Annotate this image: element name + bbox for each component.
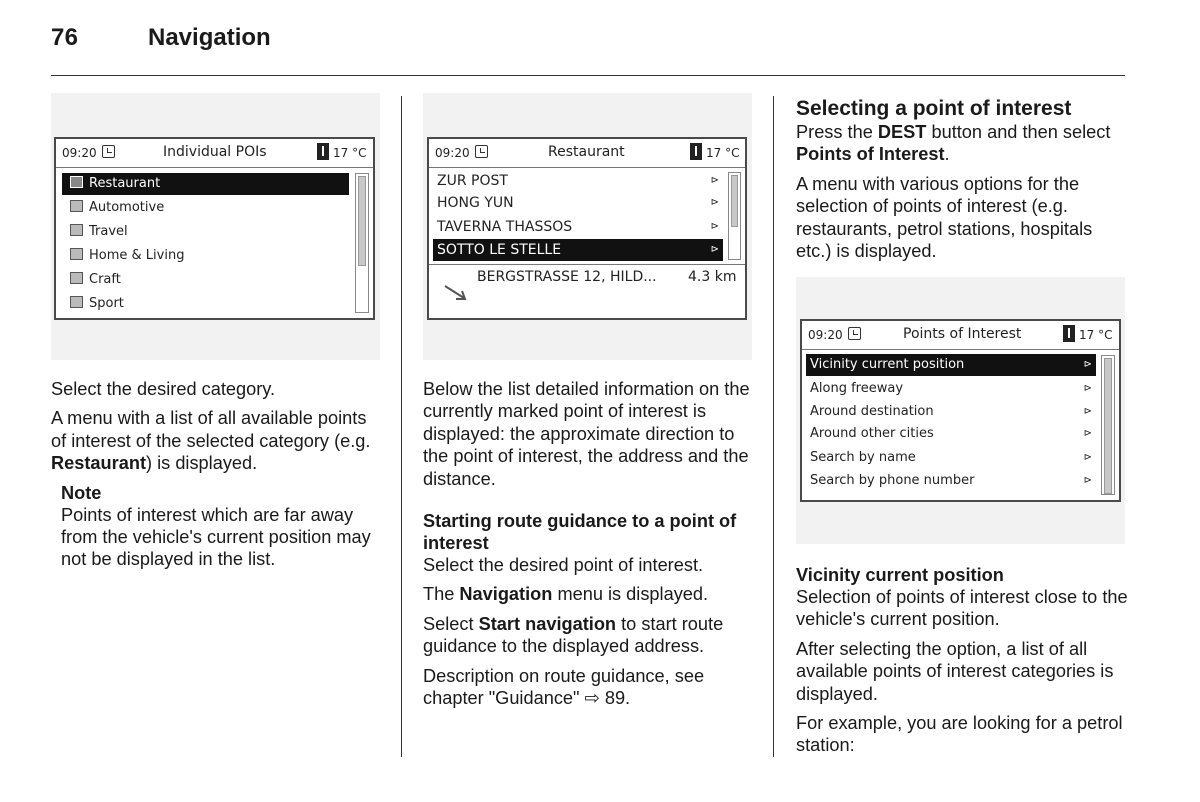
paragraph: A menu with various options for the selection of points of interest (e.g. restaurants, petrol stations, hospitals etc.) is displayed. xyxy=(796,173,1093,262)
list-item-sotto-le-stelle[interactable] xyxy=(433,239,723,261)
column-2-text xyxy=(423,378,758,716)
page-number: 76 xyxy=(51,24,79,51)
clock-time: 09:20 xyxy=(435,146,470,160)
column-3-text xyxy=(796,564,1131,764)
paragraph: Selection of points of interest close to the vehicle's current position. xyxy=(796,587,1128,630)
menu-item-around-destination[interactable] xyxy=(806,401,1096,423)
screen-title: Points of Interest xyxy=(903,326,1022,342)
category-icon xyxy=(70,296,83,308)
southeast-arrow-icon xyxy=(443,283,469,303)
text-run: Press the xyxy=(796,122,878,142)
section-heading: Selecting a point of interest xyxy=(796,97,1072,120)
column-divider-right xyxy=(773,96,774,757)
paragraph xyxy=(796,121,1131,166)
text-run: A menu with a list of all available points of interest of the selected category (e.g. xyxy=(51,408,371,451)
section-heading: Starting route guidance to a point of interest xyxy=(423,511,737,554)
menu-item-along-freeway[interactable] xyxy=(806,378,1096,400)
text-run: to start route guidance to the displayed address. xyxy=(423,613,724,657)
menu-item-label: Search by phone number xyxy=(810,473,975,488)
bold-text: DEST xyxy=(877,122,927,142)
list-item-travel[interactable] xyxy=(62,221,349,243)
text-run: menu is displayed. xyxy=(552,584,709,605)
clock-time: 09:20 xyxy=(808,328,843,342)
scrollbar-thumb[interactable] xyxy=(1104,358,1112,494)
paragraph: Below the list detailed information on the currently marked point of interest is displayed: the approximate direction to the point of interest, the address and the distance. xyxy=(423,379,750,489)
temperature: 17 °C xyxy=(706,146,740,160)
list-item-label: Sport xyxy=(89,296,124,311)
temperature: 17 °C xyxy=(1079,328,1113,342)
list-item-automotive[interactable] xyxy=(62,197,349,219)
poi-distance: 4.3 km xyxy=(688,269,737,285)
menu-item-search-by-name[interactable] xyxy=(806,447,1096,469)
list-item-label: Automotive xyxy=(89,200,165,215)
scrollbar-thumb[interactable] xyxy=(358,176,366,266)
menu-item-search-by-phone-number[interactable] xyxy=(806,470,1096,492)
note-title: Note xyxy=(61,482,102,503)
list-item-label: HONG YUN xyxy=(437,195,514,211)
header-rule xyxy=(51,75,1125,76)
screen-header xyxy=(429,139,745,168)
individual-pois-figure xyxy=(51,93,380,360)
scrollbar[interactable] xyxy=(1101,355,1115,495)
list-item-sport[interactable] xyxy=(62,293,349,315)
paragraph: For example, you are looking for a petrol station: xyxy=(796,713,1123,756)
text-run: ) is displayed. xyxy=(146,453,258,474)
list-item-label: ZUR POST xyxy=(437,173,508,189)
list-item-craft[interactable] xyxy=(62,269,349,291)
list-item-home-living[interactable] xyxy=(62,245,349,267)
scrollbar[interactable] xyxy=(355,173,369,313)
list-item-hong-yun[interactable] xyxy=(433,192,723,214)
menu-item-label: Vicinity current position xyxy=(810,357,965,372)
clock-time: 09:20 xyxy=(62,146,97,160)
category-icon xyxy=(70,176,83,188)
list-item-label: SOTTO LE STELLE xyxy=(437,242,562,258)
paragraph xyxy=(423,613,758,658)
column-3-intro xyxy=(796,97,1131,269)
points-of-interest-screen xyxy=(800,319,1121,502)
category-icon xyxy=(70,248,83,260)
individual-pois-screen xyxy=(54,137,375,320)
thermometer-icon xyxy=(317,143,329,160)
scrollbar[interactable] xyxy=(728,172,741,260)
category-icon xyxy=(70,200,83,212)
bold-text: Points of Interest xyxy=(796,144,945,165)
clock-icon xyxy=(475,145,488,158)
clock-icon xyxy=(848,327,861,340)
menu-item-label: Around destination xyxy=(810,404,934,419)
restaurant-screen xyxy=(427,137,747,320)
list-item-label: Restaurant xyxy=(89,176,161,191)
chevron-right-icon: ⊳ xyxy=(710,197,719,208)
paragraph xyxy=(423,583,758,605)
list-item-restaurant[interactable] xyxy=(62,173,349,195)
chevron-right-icon: ⊳ xyxy=(710,221,719,232)
screen-header xyxy=(802,321,1119,350)
paragraph: Description on route guidance, see chapter "Guidance" ⇨ 89. xyxy=(423,665,705,709)
screen-title: Restaurant xyxy=(548,144,625,160)
chevron-right-icon: ⊳ xyxy=(710,175,719,186)
chevron-right-icon: ⊳ xyxy=(1083,452,1092,463)
temperature: 17 °C xyxy=(333,146,367,160)
clock-icon xyxy=(102,145,115,158)
note-text: Points of interest which are far away from the vehicle's current position may not be displayed in the list. xyxy=(61,504,371,570)
paragraph: Select the desired point of interest. xyxy=(423,555,704,576)
list-item-label: Home & Living xyxy=(89,248,185,263)
chevron-right-icon: ⊳ xyxy=(1083,383,1092,394)
chevron-right-icon: ⊳ xyxy=(1083,406,1092,417)
list-item-zur-post[interactable] xyxy=(433,170,723,192)
list-item-label: Craft xyxy=(89,272,121,287)
chevron-right-icon: ⊳ xyxy=(710,244,719,255)
list-item-label: TAVERNA THASSOS xyxy=(437,219,573,235)
text-run: The xyxy=(423,584,460,605)
menu-item-label: Along freeway xyxy=(810,381,904,396)
menu-item-vicinity-current-position[interactable] xyxy=(806,354,1096,376)
points-of-interest-figure xyxy=(796,277,1125,544)
paragraph: After selecting the option, a list of all available points of interest categories is displayed. xyxy=(796,638,1114,704)
chevron-right-icon: ⊳ xyxy=(1083,475,1092,486)
list-item-label: Travel xyxy=(89,224,128,239)
chevron-right-icon: ⊳ xyxy=(1083,428,1092,439)
chevron-right-icon: ⊳ xyxy=(1083,359,1092,370)
section-subheading: Vicinity current position xyxy=(796,565,1004,585)
paragraph: Select the desired category. xyxy=(51,379,276,399)
text-run: button and then select xyxy=(926,122,1111,142)
category-icon xyxy=(70,272,83,284)
column-1-text xyxy=(51,378,386,578)
scrollbar-thumb[interactable] xyxy=(731,175,738,227)
menu-item-label: Search by name xyxy=(810,450,916,465)
note-block xyxy=(51,482,386,571)
column-divider-left xyxy=(401,96,402,757)
text-run: . xyxy=(944,144,950,165)
screen-header xyxy=(56,139,373,168)
restaurant-figure xyxy=(423,93,752,360)
screen-divider xyxy=(429,264,745,265)
thermometer-icon xyxy=(690,143,702,160)
bold-text: Navigation xyxy=(459,584,553,605)
paragraph xyxy=(51,407,386,474)
menu-item-around-other-cities[interactable] xyxy=(806,423,1096,445)
list-item-taverna-thassos[interactable] xyxy=(433,216,723,238)
poi-address: BERGSTRASSE 12, HILD... xyxy=(477,269,657,285)
menu-item-label: Around other cities xyxy=(810,426,934,441)
thermometer-icon xyxy=(1063,325,1075,342)
page-title: Navigation xyxy=(148,24,271,51)
bold-text: Start navigation xyxy=(478,613,617,634)
bold-text: Restaurant xyxy=(51,453,147,474)
screen-title: Individual POIs xyxy=(163,144,267,160)
category-icon xyxy=(70,224,83,236)
text-run: Select xyxy=(423,613,479,634)
